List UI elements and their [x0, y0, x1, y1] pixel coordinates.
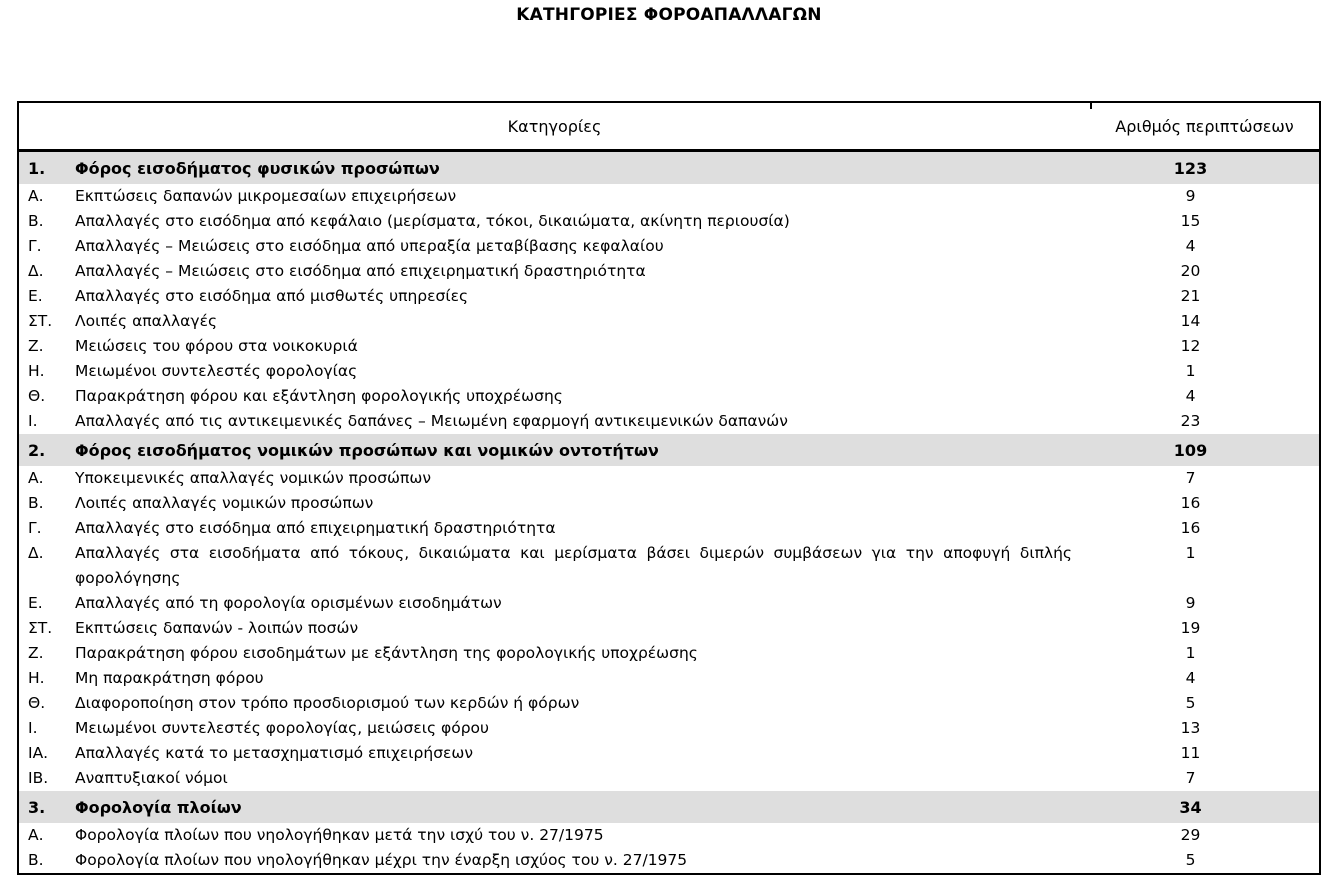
item-label: Μειώσεις του φόρου στα νοικοκυριά [71, 334, 1090, 359]
section-label: Φόρος εισοδήματος φυσικών προσώπων [71, 151, 1090, 185]
item-count: 5 [1090, 848, 1319, 873]
item-count: 29 [1090, 823, 1319, 848]
section-label: Φόρος εισοδήματος νομικών προσώπων και νομικών οντοτήτων [71, 434, 1090, 466]
table-row [19, 591, 1319, 616]
item-count: 19 [1090, 616, 1319, 641]
item-label: Απαλλαγές από τη φορολογία ορισμένων εισοδημάτων [71, 591, 1090, 616]
page-title: ΚΑΤΗΓΟΡΙΕΣ ΦΟΡΟΑΠΑΛΛΑΓΩΝ [516, 5, 822, 25]
table-row [19, 359, 1319, 384]
item-label: Λοιπές απαλλαγές [71, 309, 1090, 334]
item-label: Φορολογία πλοίων που νηολογήθηκαν μέχρι την έναρξη ισχύος του ν. 27/1975 [71, 848, 1090, 873]
item-label: Λοιπές απαλλαγές νομικών προσώπων [71, 491, 1090, 516]
table-row [19, 691, 1319, 716]
item-count: 7 [1090, 466, 1319, 491]
item-letter: Θ. [19, 691, 71, 716]
table-row [19, 466, 1319, 491]
item-count: 1 [1090, 541, 1319, 591]
section-label: Φορολογία πλοίων [71, 791, 1090, 823]
item-letter: Ζ. [19, 641, 71, 666]
item-letter: Ζ. [19, 334, 71, 359]
item-count: 9 [1090, 184, 1319, 209]
section-header-row [19, 151, 1319, 185]
item-count: 9 [1090, 591, 1319, 616]
table-row [19, 384, 1319, 409]
item-letter: Δ. [19, 541, 71, 591]
item-letter: ΙΑ. [19, 741, 71, 766]
item-label: Μη παρακράτηση φόρου [71, 666, 1090, 691]
item-label: Παρακράτηση φόρου και εξάντληση φορολογικής υποχρέωσης [71, 384, 1090, 409]
item-letter: Γ. [19, 234, 71, 259]
header-count: Αριθμός περιπτώσεων [1090, 103, 1319, 151]
section-number: 1. [19, 151, 71, 185]
item-label: Απαλλαγές στο εισόδημα από κεφάλαιο (μερίσματα, τόκοι, δικαιώματα, ακίνητη περιουσία) [71, 209, 1090, 234]
item-label: Υποκειμενικές απαλλαγές νομικών προσώπων [71, 466, 1090, 491]
table-row [19, 823, 1319, 848]
table-header-row [19, 103, 1319, 151]
table-row [19, 541, 1319, 591]
table-row [19, 848, 1319, 873]
item-label: Μειωμένοι συντελεστές φορολογίας [71, 359, 1090, 384]
item-label: Εκπτώσεις δαπανών - λοιπών ποσών [71, 616, 1090, 641]
item-count: 5 [1090, 691, 1319, 716]
item-letter: Ε. [19, 591, 71, 616]
item-label: Φορολογία πλοίων που νηολογήθηκαν μετά την ισχύ του ν. 27/1975 [71, 823, 1090, 848]
table-row [19, 234, 1319, 259]
item-count: 13 [1090, 716, 1319, 741]
item-letter: Η. [19, 666, 71, 691]
table-row [19, 616, 1319, 641]
table-row [19, 516, 1319, 541]
item-count: 16 [1090, 516, 1319, 541]
header-categories: Κατηγορίες [19, 103, 1090, 151]
table-row [19, 666, 1319, 691]
item-count: 15 [1090, 209, 1319, 234]
section-header-row [19, 791, 1319, 823]
item-label: Απαλλαγές – Μειώσεις στο εισόδημα από υπεραξία μεταβίβασης κεφαλαίου [71, 234, 1090, 259]
section-count: 123 [1090, 151, 1319, 185]
table-row [19, 284, 1319, 309]
item-label: Αναπτυξιακοί νόμοι [71, 766, 1090, 791]
item-count: 11 [1090, 741, 1319, 766]
item-count: 14 [1090, 309, 1319, 334]
section-number: 3. [19, 791, 71, 823]
item-label: Απαλλαγές στο εισόδημα από μισθωτές υπηρεσίες [71, 284, 1090, 309]
item-letter: Δ. [19, 259, 71, 284]
item-label: Απαλλαγές – Μειώσεις στο εισόδημα από επιχειρηματική δραστηριότητα [71, 259, 1090, 284]
item-count: 16 [1090, 491, 1319, 516]
table-row [19, 741, 1319, 766]
item-label: Εκπτώσεις δαπανών μικρομεσαίων επιχειρήσεων [71, 184, 1090, 209]
item-letter: Α. [19, 466, 71, 491]
item-count: 7 [1090, 766, 1319, 791]
table-row [19, 491, 1319, 516]
item-count: 4 [1090, 234, 1319, 259]
item-label: Μειωμένοι συντελεστές φορολογίας, μειώσεις φόρου [71, 716, 1090, 741]
item-letter: Ι. [19, 409, 71, 434]
item-count: 4 [1090, 384, 1319, 409]
table-row [19, 409, 1319, 434]
table-row [19, 716, 1319, 741]
item-letter: Ι. [19, 716, 71, 741]
item-label: Απαλλαγές στα εισοδήματα από τόκους, δικαιώματα και μερίσματα βάσει διμερών συμβάσεων για την αποφυγή διπλής φορολόγησης [71, 541, 1090, 591]
item-letter: Γ. [19, 516, 71, 541]
item-label: Απαλλαγές από τις αντικειμενικές δαπάνες – Μειωμένη εφαρμογή αντικειμενικών δαπανών [71, 409, 1090, 434]
item-count: 23 [1090, 409, 1319, 434]
table-row [19, 259, 1319, 284]
item-letter: Θ. [19, 384, 71, 409]
section-number: 2. [19, 434, 71, 466]
column-divider-tick [1090, 102, 1092, 109]
table-row [19, 184, 1319, 209]
item-letter: ΣΤ. [19, 309, 71, 334]
item-letter: Β. [19, 209, 71, 234]
item-letter: Ε. [19, 284, 71, 309]
item-letter: ΣΤ. [19, 616, 71, 641]
item-letter: ΙΒ. [19, 766, 71, 791]
item-count: 20 [1090, 259, 1319, 284]
table-row [19, 209, 1319, 234]
item-letter: Α. [19, 823, 71, 848]
table-row [19, 309, 1319, 334]
section-count: 34 [1090, 791, 1319, 823]
item-count: 4 [1090, 666, 1319, 691]
item-count: 1 [1090, 641, 1319, 666]
item-letter: Α. [19, 184, 71, 209]
table-row [19, 766, 1319, 791]
item-count: 21 [1090, 284, 1319, 309]
table-body [19, 103, 1319, 873]
item-letter: Η. [19, 359, 71, 384]
item-letter: Β. [19, 848, 71, 873]
item-count: 12 [1090, 334, 1319, 359]
item-count: 1 [1090, 359, 1319, 384]
table [19, 103, 1319, 873]
section-header-row [19, 434, 1319, 466]
item-letter: Β. [19, 491, 71, 516]
item-label: Απαλλαγές κατά το μετασχηματισμό επιχειρήσεων [71, 741, 1090, 766]
item-label: Παρακράτηση φόρου εισοδημάτων με εξάντληση της φορολογικής υποχρέωσης [71, 641, 1090, 666]
section-count: 109 [1090, 434, 1319, 466]
item-label: Απαλλαγές στο εισόδημα από επιχειρηματική δραστηριότητα [71, 516, 1090, 541]
tax-exemptions-table [17, 101, 1321, 875]
table-row [19, 641, 1319, 666]
item-label: Διαφοροποίηση στον τρόπο προσδιορισμού των κερδών ή φόρων [71, 691, 1090, 716]
table-row [19, 334, 1319, 359]
